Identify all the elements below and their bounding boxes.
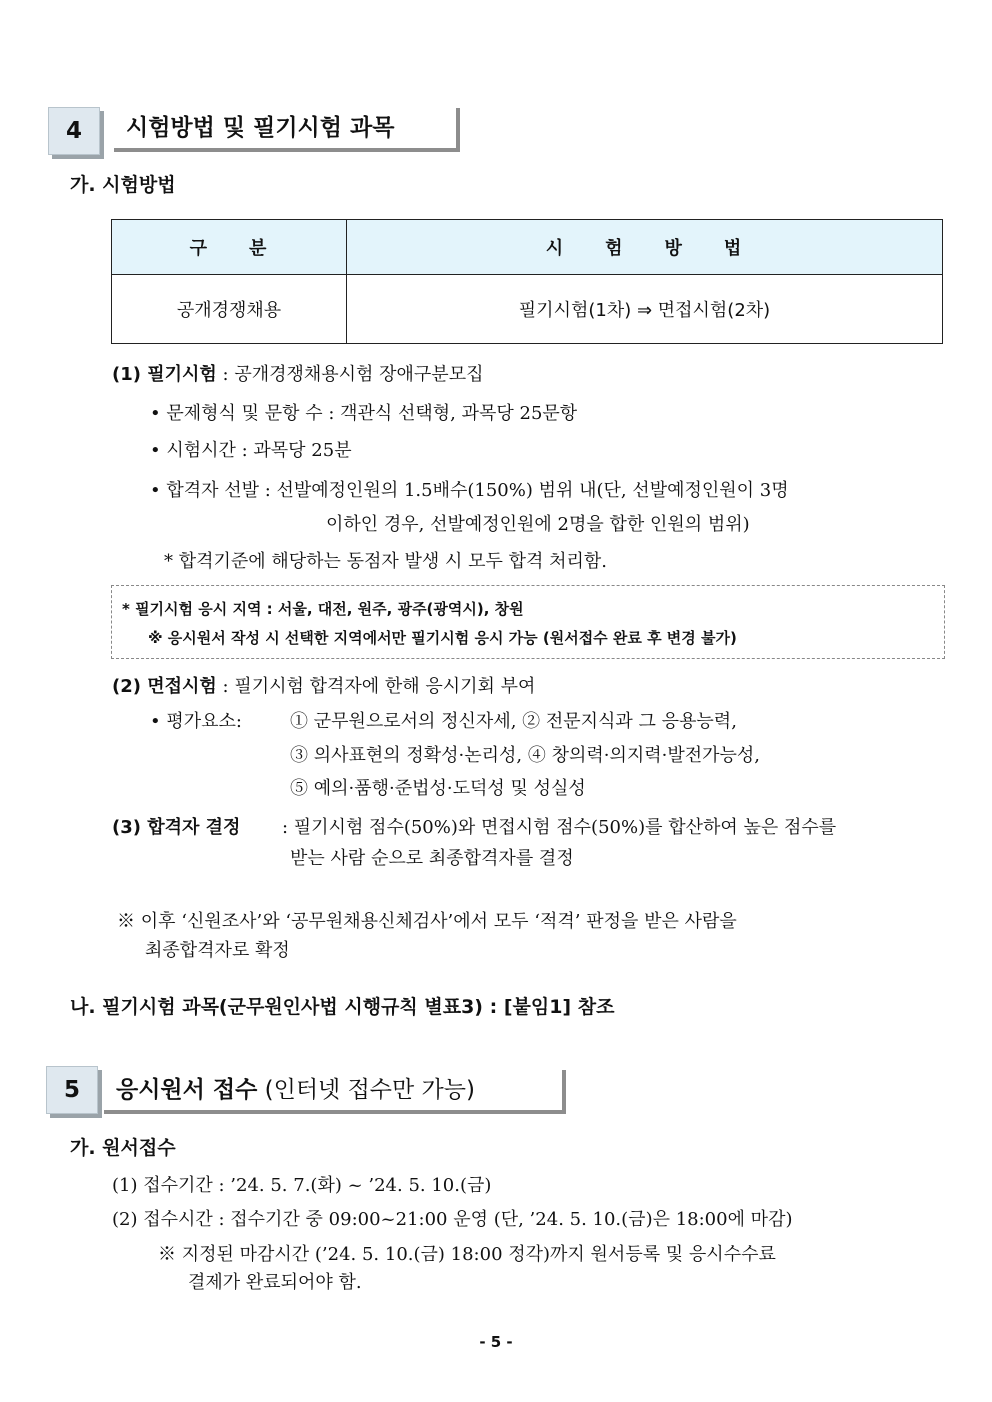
region-note-line-1: * 필기시험 응시 지역 : 서울, 대전, 원주, 광주(광역시), 창원 — [122, 600, 524, 618]
section-title-5-main: 응시원서 접수 — [116, 1077, 258, 1103]
interview-line — [112, 672, 535, 698]
region-note-line-2: ※ 응시원서 작성 시 선택한 지역에서만 필기시험 응시 가능 (원서접수 완료 후 변경 불가) — [148, 629, 737, 647]
interview-label: (2) 면접시험 — [112, 676, 217, 697]
decision-line-2: 받는 사람 순으로 최종합격자를 결정 — [290, 848, 574, 869]
written-bullet-2: • 시험시간 : 과목당 25분 — [150, 440, 352, 461]
application-hours: (2) 접수시간 : 접수기간 중 09:00~21:00 운영 (단, ’24. 5. 10.(금)은 18:00에 마감) — [112, 1209, 793, 1230]
section-title-5 — [104, 1070, 566, 1114]
decision-label: (3) 합격자 결정 — [112, 817, 241, 838]
section-title-5-suffix: (인터넷 접수만 가능) — [264, 1077, 475, 1103]
application-period: (1) 접수기간 : ’24. 5. 7.(화) ~ ’24. 5. 10.(금) — [112, 1175, 492, 1196]
section-title-4: 시험방법 및 필기시험 과목 — [114, 108, 460, 152]
page-number: - 5 - — [479, 1333, 513, 1351]
table-cell: 필기시험(1차) ⇒ 면접시험(2차) — [347, 275, 943, 344]
application-note-2: 결제가 완료되어야 함. — [188, 1272, 362, 1293]
table-cell: 공개경쟁채용 — [112, 275, 347, 344]
subheading-application: 가. 원서접수 — [70, 1137, 176, 1159]
written-exam-label: (1) 필기시험 — [112, 364, 217, 385]
table-row — [112, 275, 943, 344]
application-note-1: ※ 지정된 마감시간 (’24. 5. 10.(금) 18:00 정각)까지 원서등록 및 응시수수료 — [158, 1244, 776, 1265]
written-exam-desc: : 공개경쟁채용시험 장애구분모집 — [222, 364, 484, 385]
eval-label: • 평가요소: — [150, 711, 242, 732]
written-bullet-3: • 합격자 선발 : 선발예정인원의 1.5배수(150%) 범위 내(단, 선발예정인원이 3명 — [150, 480, 789, 501]
written-bullet-1: • 문제형식 및 문항 수 : 객관식 선택형, 과목당 25문항 — [150, 403, 578, 424]
section-number-5: 5 — [46, 1066, 98, 1114]
written-exam-line — [112, 360, 483, 386]
written-bullet-3-cont: 이하인 경우, 선발예정인원에 2명을 합한 인원의 범위) — [326, 514, 750, 535]
eval-line-1: ① 군무원으로서의 정신자세, ② 전문지식과 그 응용능력, — [290, 711, 737, 732]
tie-note: * 합격기준에 해당하는 동점자 발생 시 모두 합격 처리함. — [164, 551, 608, 572]
decision-line-1: : 필기시험 점수(50%)와 면접시험 점수(50%)를 합산하여 높은 점수를 — [282, 817, 837, 838]
exam-method-table — [111, 219, 943, 344]
table-header-row — [112, 220, 943, 275]
final-note-line-2: 최종합격자로 확정 — [145, 940, 290, 961]
region-note-box — [111, 585, 945, 659]
eval-line-3: ⑤ 예의·품행·준법성·도덕성 및 성실성 — [290, 778, 586, 799]
table-header-cell: 시 험 방 법 — [347, 220, 943, 275]
table-header-cell: 구 분 — [112, 220, 347, 275]
final-note-line-1: ※ 이후 ‘신원조사’와 ‘공무원채용신체검사’에서 모두 ‘적격’ 판정을 받은 사람을 — [117, 911, 737, 932]
eval-line-2: ③ 의사표현의 정확성·논리성, ④ 창의력·의지력·발전가능성, — [290, 745, 761, 766]
interview-desc: : 필기시험 합격자에 한해 응시기회 부여 — [222, 676, 536, 697]
section-number-4: 4 — [48, 107, 100, 155]
subheading-exam-method: 가. 시험방법 — [70, 174, 176, 196]
subheading-written-subjects: 나. 필기시험 과목(군무원인사법 시행규칙 별표3) : [붙임1] 참조 — [70, 996, 615, 1018]
